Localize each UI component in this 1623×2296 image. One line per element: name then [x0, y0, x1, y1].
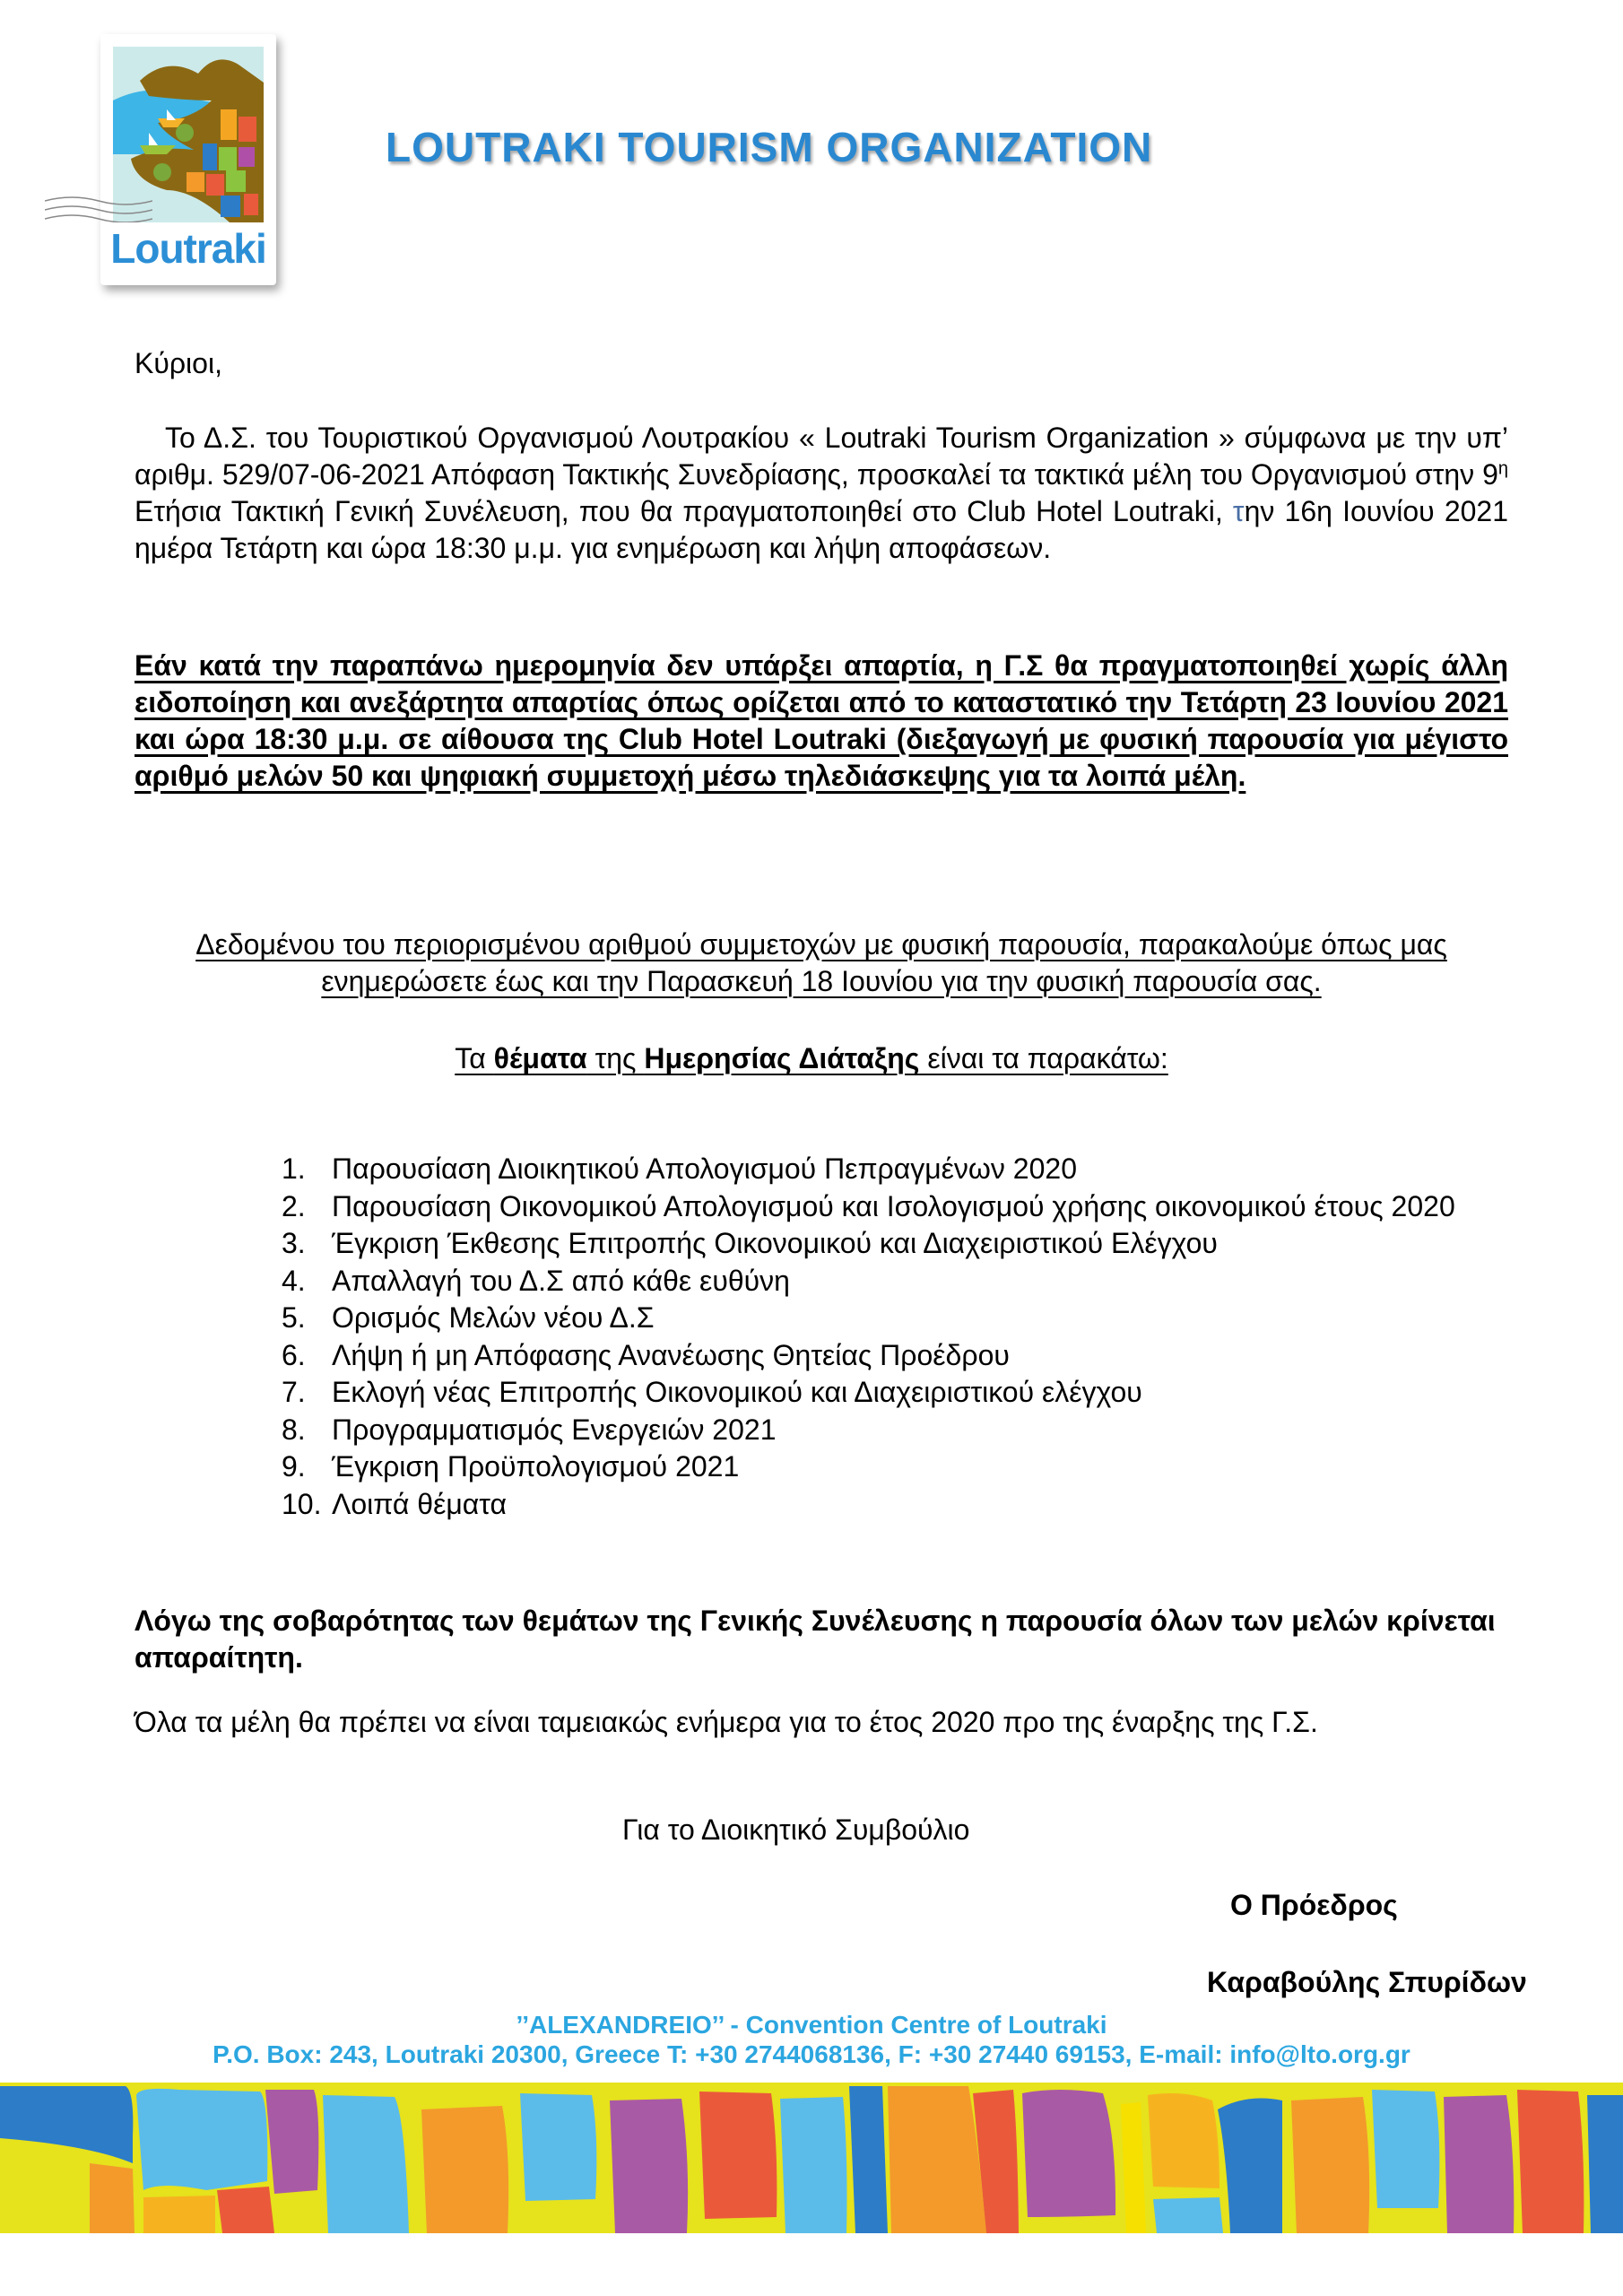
- president-title: Ο Πρόεδρος: [1230, 1889, 1398, 1921]
- payment-note: Όλα τα μέλη θα πρέπει να είναι ταμειακώς ενήμερα για το έτος 2020 προ της έναρξης της Γ.Σ.: [135, 1706, 1318, 1738]
- agenda-item-text: Απαλλαγή του Δ.Σ από κάθε ευθύνη: [332, 1264, 790, 1297]
- agenda-item-text: Έγκριση Προϋπολογισμού 2021: [332, 1450, 740, 1483]
- organization-title: LOUTRAKI TOURISM ORGANIZATION: [386, 124, 1153, 170]
- agenda-list: [282, 1151, 1537, 1523]
- agenda-item-text: Παρουσίαση Οικονομικού Απολογισμού και Ισολογισμού χρήσης οικονομικού έτους 2020: [332, 1189, 1455, 1222]
- agenda-item-number: 5.: [282, 1301, 306, 1334]
- agenda-heading-part1: Τα: [455, 1042, 494, 1074]
- importance-note: Λόγω της σοβαρότητας των θεμάτων της Γενικής Συνέλευσης η παρουσία όλων των μελών κρίνεται απαραίτητη.: [135, 1605, 1496, 1674]
- footer-contact: P.O. Box: 243, Loutraki 20300, Greece T: +30 2744068136, F: +30 27440 69153, E-mail: info@lto.org.gr: [213, 2040, 1410, 2068]
- agenda-heading: [0, 1040, 1623, 1077]
- agenda-item-number: 4.: [282, 1264, 306, 1297]
- agenda-item-text: Έγκριση Έκθεσης Επιτροπής Οικονομικού και Διαχειριστικού Ελέγχου: [332, 1227, 1218, 1259]
- agenda-item: [282, 1263, 1537, 1300]
- attendance-notice: Δεδομένου του περιορισμένου αριθμού συμμετοχών με φυσική παρουσία, παρακαλούμε όπως μας ενημερώσετε έως και την Παρασκευή 18 Ιουνίου για την φυσική παρουσία σας.: [195, 928, 1447, 997]
- agenda-item-text: Λοιπά θέματα: [332, 1487, 507, 1520]
- agenda-item-text: Εκλογή νέας Επιτροπής Οικονομικού και Διαχειριστικού ελέγχου: [332, 1376, 1142, 1408]
- para1-part4: ην 16η Ιουνίου 2021 ημέρα Τετάρτη και ώρα 18:30 μ.μ. για ενημέρωση και λήψη αποφάσεων.: [135, 495, 1509, 564]
- agenda-item-text: Παρουσίαση Διοικητικού Απολογισμού Πεπραγμένων 2020: [332, 1152, 1077, 1185]
- agenda-item-number: 10.: [282, 1487, 322, 1520]
- agenda-item: [282, 1151, 1537, 1188]
- logo-text: Loutraki: [110, 225, 266, 272]
- agenda-item: [282, 1448, 1537, 1486]
- president-name: Καραβούλης Σπυρίδων: [1207, 1966, 1527, 1998]
- agenda-heading-part2: της: [586, 1042, 645, 1074]
- agenda-item-number: 7.: [282, 1376, 306, 1408]
- agenda-item-number: 1.: [282, 1152, 306, 1185]
- agenda-item: [282, 1225, 1537, 1263]
- agenda-item-text: Ορισμός Μελών νέου Δ.Σ: [332, 1301, 655, 1334]
- agenda-item-number: 8.: [282, 1413, 306, 1446]
- agenda-item-number: 6.: [282, 1338, 306, 1371]
- invitation-paragraph: [135, 420, 1508, 567]
- para1-marked-letter: τ: [1232, 495, 1245, 527]
- para1-part1: Το Δ.Σ. του Τουριστικού Οργανισμού Λουτρακίου « Loutraki Tourism Organization » σύμφωνα με την υπ’ αριθμ. 529/07-06-2021 Απόφαση Τακτικής Συνεδρίασης, προσκαλεί τα τακτικά μέλη του Οργανισμού στην 9: [135, 422, 1508, 491]
- agenda-item: [282, 1374, 1537, 1412]
- salutation: Κύριοι,: [135, 347, 222, 379]
- agenda-item: [282, 1486, 1537, 1524]
- ordinal-superscript: η: [1497, 458, 1508, 479]
- agenda-item-text: Λήψη ή μη Απόφασης Ανανέωσης Θητείας Προέδρου: [332, 1338, 1010, 1371]
- agenda-heading-bold2: Ημερησίας Διάταξης: [644, 1042, 920, 1074]
- agenda-item: [282, 1412, 1537, 1449]
- agenda-item-number: 9.: [282, 1450, 306, 1483]
- agenda-item: [282, 1300, 1537, 1337]
- quorum-notice: Εάν κατά την παραπάνω ημερομηνία δεν υπάρξει απαρτία, η Γ.Σ θα πραγματοποιηθεί χωρίς άλλη ειδοποίηση και ανεξάρτητα απαρτίας όπως ορίζεται από το καταστατικό την Τετάρτη 23 Ιουνίου 2021 και ώρα 18:30 μ.μ. σε αίθουσα της Club Hotel Loutraki (διεξαγωγή με φυσική παρουσία για μέγιστο αριθμό μελών 50 και ψηφιακή συμμετοχή μέσω τηλεδιάσκεψης για τα λοιπά μέλη.: [135, 649, 1508, 792]
- agenda-item: [282, 1337, 1537, 1375]
- agenda-heading-bold1: θέματα: [493, 1042, 587, 1074]
- para1-part2: Ετήσια Τακτική Γενική Συνέλευση, που θα πραγματοποιηθεί στο Club Hotel Loutraki,: [135, 495, 1233, 527]
- agenda-item-number: 3.: [282, 1227, 306, 1259]
- footer-venue: ’’ALEXANDREIO’’ - Convention Centre of Loutraki: [516, 2011, 1107, 2039]
- agenda-item: [282, 1188, 1537, 1226]
- agenda-item-number: 2.: [282, 1189, 306, 1222]
- decorative-banner: [0, 2083, 1623, 2233]
- agenda-heading-part3: είναι τα παρακάτω:: [919, 1042, 1168, 1074]
- postmark-icon: [45, 192, 152, 222]
- logo-stamp: [100, 34, 276, 285]
- board-signoff: Για το Διοικητικό Συμβούλιο: [622, 1813, 970, 1846]
- agenda-item-text: Προγραμματισμός Ενεργειών 2021: [332, 1413, 777, 1446]
